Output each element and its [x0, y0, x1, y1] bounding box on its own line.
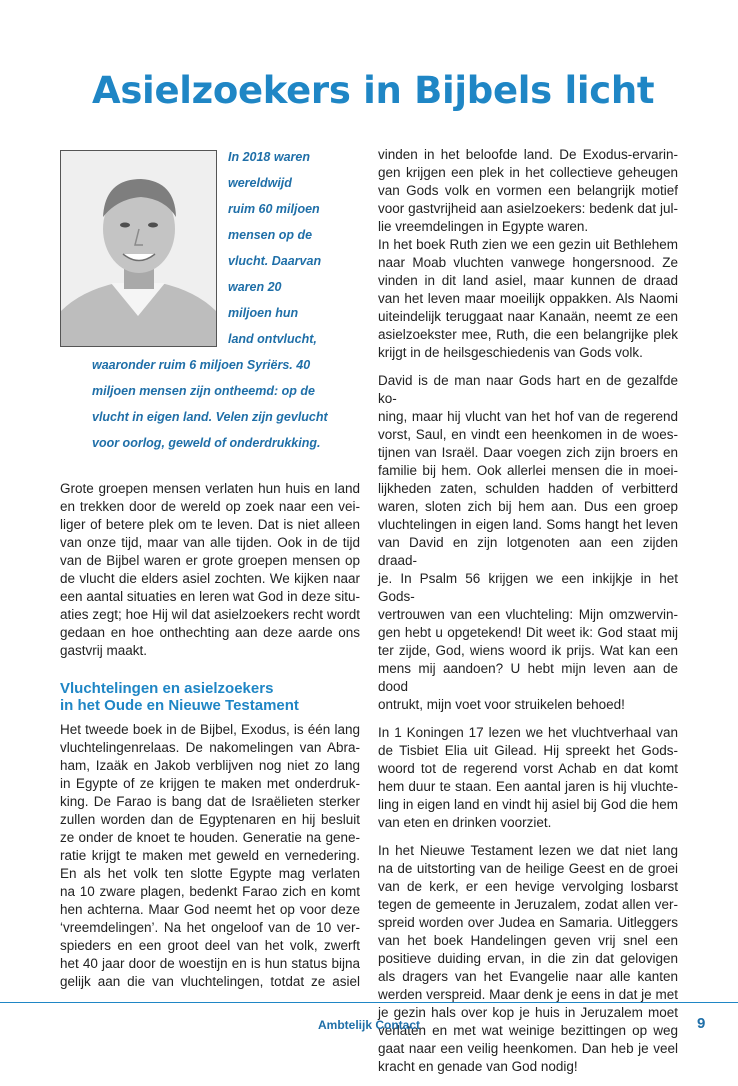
left-column	[60, 480, 360, 1001]
text-line: voor gastvrijheid aan asielzoekers: bedenk dat jul-	[378, 201, 678, 216]
text-line: gen hebt u opgetekend! Dit weet ik: God staat mij	[378, 625, 678, 640]
text-line: liger of betere plek om te leven. Dat is niet alleen	[60, 517, 360, 532]
text-line: woord tot de regerend vorst Achab en dat komt	[378, 761, 678, 776]
intro-line: ruim 60 miljoen	[228, 202, 320, 216]
text-line: van onze tijd, maar van alle tijden. Ook in de tijd	[60, 535, 360, 550]
text-line: van David en zijn lotgenoten aan een zijden draad-	[378, 535, 678, 568]
text-line: lie vreemdelingen in Egypte waren.	[378, 219, 589, 234]
intro-callout-long	[92, 352, 352, 456]
text-line: van eten en drinken voorziet.	[378, 815, 552, 830]
text-line: aties zegt; hoe Hij wil dat asielzoekers recht wordt	[60, 607, 360, 622]
text-line: ter zijde, God, wiens woord ik prijs. Wat kan een	[378, 643, 678, 658]
text-line: in Egypte of ze krijgen te maken met onderdruk-	[60, 776, 360, 791]
text-line: spreid worden over Judea en Samaria. Uitleggers	[378, 915, 678, 930]
text-line: van het leven maar moeilijk oppakken. Als Naomi	[378, 291, 678, 306]
text-line: van de kerk, er een hevige vervolging losbarst	[378, 879, 678, 894]
intro-line: mensen op de	[228, 228, 313, 242]
text-line: vinden in dit land asiel, maar kunnen de draad	[378, 273, 678, 288]
text-line: de vlucht die elders asiel zochten. We kijken naar	[60, 571, 360, 586]
paragraph-exodus	[60, 721, 360, 991]
right-column	[378, 146, 678, 1086]
paragraph-intro	[60, 480, 360, 660]
text-line: van Gods volk en vormen een belangrijk motief	[378, 183, 678, 198]
portrait-image	[61, 151, 216, 346]
text-line: gaat naar een veilig heenkomen. Dan heb je veel	[378, 1041, 678, 1056]
text-line: spieders en een groot deel van het volk, zwerft	[60, 938, 360, 953]
page-number: 9	[697, 1015, 706, 1032]
text-line: van de Bijbel waren er grote groepen mensen op	[60, 553, 360, 568]
text-line: gedaan en hoe onthechting aan deze aarde ons	[60, 625, 360, 640]
text-line: als dragers van het Evangelie naar alle kanten	[378, 969, 678, 984]
footer-publication-title: Ambtelijk Contact	[317, 1018, 420, 1032]
text-line: familie bij hem. Ook allerlei mensen die in moei-	[378, 463, 678, 478]
text-line: vluchtelingenrelaas. De nakomelingen van Abra-	[60, 740, 360, 755]
text-line: ze onder de knoet te houden. Generatie na gene-	[60, 830, 360, 845]
text-line: vluchtelingen in eigen land. Soms hangt het leven	[378, 517, 678, 532]
text-line: In het boek Ruth zien we een gezin uit Bethlehem	[378, 237, 678, 252]
text-line: Grote groepen mensen verlaten hun huis en land	[60, 481, 360, 496]
text-line: king. De Farao is bang dat de Israëlieten sterker	[60, 794, 360, 809]
footer-divider	[0, 1002, 738, 1003]
text-line: lijkheden zaten, schulden hadden of verbitterd	[378, 481, 678, 496]
paragraph-elia	[378, 724, 678, 832]
text-line: ontrukt, mijn voet voor struikelen behoed!	[378, 697, 625, 712]
text-line: naar Moab vluchten vanwege hongersnood. Ze	[378, 255, 678, 270]
text-line: In het Nieuwe Testament lezen we dat niet lang	[378, 843, 678, 858]
text-line: tijnen van Israël. Daar voegen zich zijn broers en	[378, 445, 678, 460]
intro-line: wereldwijd	[228, 176, 292, 190]
intro-line: miljoen hun	[228, 306, 299, 320]
text-line: ham, Izaäk en Jakob verblijven nog niet zo lang	[60, 758, 360, 773]
subheading-line: in het Oude en Nieuwe Testament	[60, 697, 299, 714]
intro-line: waren 20	[228, 280, 282, 294]
text-line: En als het volk ten slotte Egypte mag verlaten	[60, 866, 360, 881]
text-line: de Tisbiet Elia uit Gilead. Hij spreekt het Gods-	[378, 743, 678, 758]
text-line: positieve duiding ervan, in die zin dat gelovigen	[378, 951, 678, 966]
text-line: werden verspreid. Maar denk je eens in dat je met	[378, 987, 678, 1002]
author-portrait	[60, 150, 217, 347]
text-line: vorst, Saul, en vindt een heenkomen in de woes-	[378, 427, 678, 442]
subheading-line: Vluchtelingen en asielzoekers	[60, 680, 274, 697]
text-line: tegen de gemeente in Jeruzalem, zodat allen ver-	[378, 897, 678, 912]
intro-line: voor oorlog, geweld of onderdrukking.	[92, 436, 321, 450]
text-line: ning, maar hij vlucht van het hof van de regerend	[378, 409, 678, 424]
text-line: gen krijgen een plek in het collectieve geheugen	[378, 165, 678, 180]
text-line: Het tweede boek in de Bijbel, Exodus, is één lang	[60, 722, 360, 737]
text-line: je. In Psalm 56 krijgen we een inkijkje in het Gods-	[378, 571, 678, 604]
intro-line: waaronder ruim 6 miljoen Syriërs. 40	[92, 358, 311, 372]
text-line: uiteindelijk teruggaat naar Kanaän, neemt ze een	[378, 309, 678, 324]
section-subheading	[60, 680, 360, 714]
paragraph-exodus-continued	[378, 146, 678, 362]
text-line: na 10 zware plagen, bedenkt Farao zich en komt	[60, 884, 360, 899]
text-line: een aantal situaties en leren wat God in deze situ-	[60, 589, 360, 604]
text-line: ratie krijgt te maken met geweld en vernedering.	[60, 848, 360, 863]
intro-line: vlucht. Daarvan	[228, 254, 322, 268]
text-line: krijgt in de heilsgeschiedenis van Gods volk.	[378, 345, 643, 360]
text-line: mens mij aandoen? U hebt mijn leven aan de dood	[378, 661, 678, 694]
text-line: In 1 Koningen 17 lezen we het vluchtverhaal van	[378, 725, 678, 740]
text-line: het 40 jaar door de woestijn en is hun status bijna	[60, 956, 360, 971]
text-line: asielzoekster mee, Ruth, die een belangrijke plek	[378, 327, 678, 342]
text-line: David is de man naar Gods hart en de gezalfde ko-	[378, 373, 678, 406]
intro-line: vlucht in eigen land. Velen zijn gevlucht	[92, 410, 328, 424]
text-line: ling in eigen land en vindt hij asiel bij God die hem	[378, 797, 678, 812]
text-line: na de uitstorting van de heilige Geest en de groei	[378, 861, 678, 876]
text-line: gelijk aan die van vluchtelingen, totdat ze asiel	[60, 974, 360, 989]
text-line: vertrouwen van een vluchteling: Mijn omzwervin-	[378, 607, 678, 622]
intro-callout-short	[228, 144, 348, 352]
paragraph-david	[378, 372, 678, 714]
intro-line: land ontvlucht,	[228, 332, 317, 346]
text-line: en trekken door de wereld op zoek naar een vei-	[60, 499, 360, 514]
text-line: kracht en genade van God nodig!	[378, 1059, 578, 1074]
text-line: ‘vreemdelingen’. Na het ongeloof van de 10 ver-	[60, 920, 360, 935]
text-line: verlaten en met wat weinige bezittingen op weg	[378, 1023, 678, 1038]
text-line: gastvrij maakt.	[60, 643, 148, 658]
text-line: zullen worden dan de Egyptenaren en hij besluit	[60, 812, 360, 827]
intro-line: miljoen mensen zijn ontheemd: op de	[92, 384, 315, 398]
text-line: van het boek Handelingen geven vrij snel een	[378, 933, 678, 948]
intro-line: In 2018 waren	[228, 150, 310, 164]
paragraph-new-testament	[378, 842, 678, 1076]
text-line: waren, sloten zich bij hem aan. Dus een groep	[378, 499, 678, 514]
text-line: hen achterna. Maar God neemt het op voor deze	[60, 902, 360, 917]
article-title: Asielzoekers in Bijbels licht	[92, 69, 655, 112]
text-line: je gezin hals over kop je huis in Jeruzalem moet	[378, 1005, 678, 1020]
text-line: vinden in het beloofde land. De Exodus-ervarin-	[378, 147, 678, 162]
text-line: hem duur te staan. Een aantal jaren is hij vluchte-	[378, 779, 678, 794]
